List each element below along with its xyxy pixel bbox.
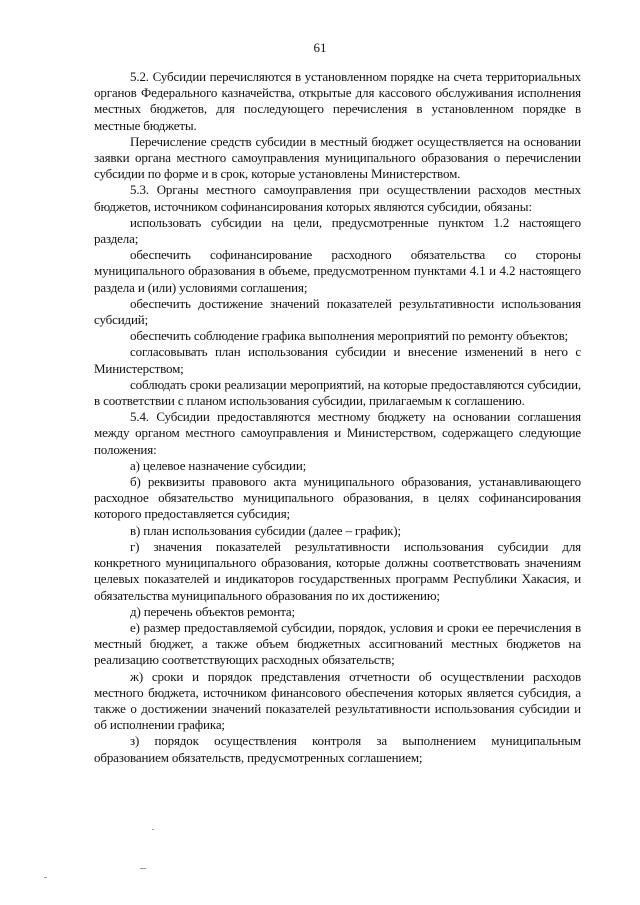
obligation-item: согласовывать план использования субсидии и внесение изменений в него с Министерством; (94, 344, 581, 376)
agreement-provision-e: е) размер предоставляемой субсидии, порядок, условия и сроки ее перечисления в местный бюджет, а также объем бюджетных ассигнований местных бюджетов на реализацию соответствующих расходных обязательств; (94, 619, 581, 668)
agreement-provision-d: д) перечень объектов ремонта; (130, 603, 295, 619)
paragraph-5-3: 5.3. Органы местного самоуправления при осуществлении расходов местных бюджетов, источником софинансирования которых являются субсидии, обязаны: (94, 182, 581, 214)
paragraph-5-4: 5.4. Субсидии предоставляются местному бюджету на основании соглашения между органом местного самоуправления и Министерством, содержащего следующие положения: (94, 409, 581, 457)
agreement-provision-zh: ж) сроки и порядок представления отчетности об осуществлении расходов местного бюджета, источником финансового обеспечения которых является субсидия, а также о достижении значений показателей результативности использования субсидии и об исполнении графика; (94, 668, 581, 733)
obligation-item: обеспечить соблюдение графика выполнения мероприятий по ремонту объектов; (130, 328, 569, 344)
obligation-item: использовать субсидии на цели, предусмотренные пунктом 1.2 настоящего раздела; (94, 214, 581, 247)
obligation-item: обеспечить достижение значений показателей результативности использования субсидий; (94, 295, 581, 328)
paragraph-transfer-procedure: Перечисление средств субсидии в местный бюджет осуществляется на основании заявки органа местного самоуправления муниципального образования о перечислении субсидии по форме и в срок, которые установлены Министерством. (94, 133, 581, 182)
document-body (94, 69, 581, 766)
agreement-provision-g: г) значения показателей результативности использования субсидии для конкретного муниципального образования, которые должны соответствовать значениям целевых показателей и индикаторов государственных программ Республики Хакасия, и обязательства муниципального образования по их достижению; (94, 538, 581, 603)
paragraph-5-2: 5.2. Субсидии перечисляются в установленном порядке на счета территориальных органов Федерального казначейства, открытые для кассового обслуживания исполнения местных бюджетов, для последующего перечисления в установленном порядке в местные бюджеты. (94, 69, 581, 133)
agreement-provision-a: а) целевое назначение субсидии; (130, 457, 307, 473)
agreement-provision-z: з) порядок осуществления контроля за выполнением муниципальным образованием обязательств, предусмотренных соглашением; (94, 733, 581, 765)
obligation-item: обеспечить софинансирование расходного обязательства со стороны муниципального образования в объеме, предусмотренном пунктами 4.1 и 4.2 настоящего раздела и (или) условиями соглашения; (94, 247, 581, 295)
page-number: 61 (313, 40, 327, 55)
agreement-provision-v: в) план использования субсидии (далее – график); (130, 522, 401, 538)
obligation-item: соблюдать сроки реализации мероприятий, на которые предоставляются субсидии, в соответствии с планом использования субсидии, прилагаемым к соглашению. (94, 376, 581, 409)
agreement-provision-b: б) реквизиты правового акта муниципального образования, устанавливающего расходное обязательство муниципального образования, в целях софинансирования которого предоставляется субсидия; (94, 474, 581, 522)
